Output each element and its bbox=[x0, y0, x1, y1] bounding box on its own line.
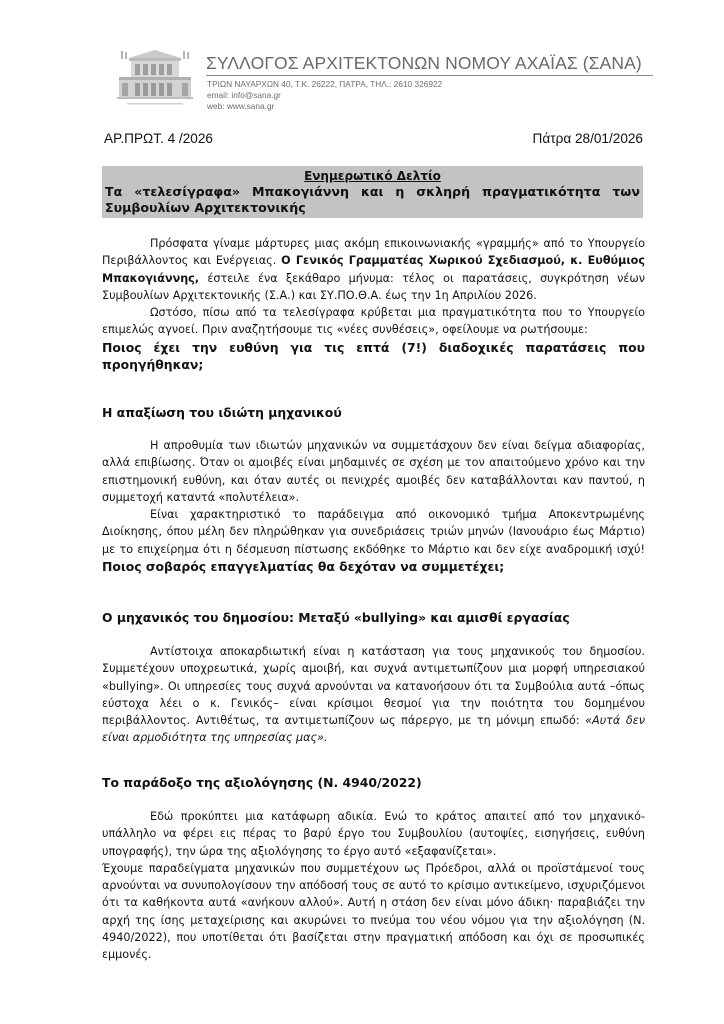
intro-paragraph-2 bbox=[102, 304, 645, 339]
intro-paragraph-1 bbox=[102, 235, 645, 304]
headline-word: πραγματικότητα bbox=[482, 184, 601, 199]
section-private-engineer bbox=[102, 437, 645, 576]
section2-text: Αντίστοιχα αποκαρδιωτική είναι η κατάσταση για τους μηχανικούς του δημοσίου. Συμμετέχουν υποχρεωτικά, χωρίς αμοιβή, και συχνά αντιμετωπίζουν μια μορφή υπηρεσιακού «bullying». Οι υπηρεσίες τους συχνά αρνούνται να κατανοήσουν ότι τα Συμβούλια αυτά –όπως εύστοχα λέει ο κ. Γενικός– είναι κρίσιμοι θεσμοί για την ποιότητα του δομημένου περιβάλλοντος. Αντιθέτως, τα αντιμετωπίζουν ως πάρεργο, με τη μόνιμη επωδό: bbox=[102, 645, 645, 728]
section1-text: Είναι χαρακτηριστικό το παράδειγμα από οικονομικό τμήμα Αποκεντρωμένης Διοίκησης, όπου μέλη δεν πληρώθηκαν για συνεδριάσεις τριών μηνών (Ιανουάριο έως Μάρτιο) με το επιχείρημα ότι η δέσμευση πίστωσης εκδόθηκε το Μάρτιο και δεν είχε αναδρομική ισχύ! bbox=[102, 508, 645, 556]
intro-section bbox=[102, 235, 645, 373]
section1-paragraph-1: Η απροθυμία των ιδιωτών μηχανικών να συμμετάσχουν δεν είναι δείγμα αδιαφορίας, αλλά επιβίωσης. Όταν οι αμοιβές είναι μηδαμινές σε σχέση με τον απαιτούμενο χρόνο και την επιστημονική ευθύνη, και όταν αυτές οι πενιχρές αμοιβές δεν καταβάλλονται καν παντού, η συμμετοχή καταντά «πολυτέλεια». bbox=[102, 439, 645, 504]
key-question bbox=[102, 339, 645, 374]
section-heading-evaluation-paradox: Το παράδοξο της αξιολόγησης (Ν. 4940/2022) bbox=[102, 775, 422, 790]
intro-text: Πρόσφατα γίναμε μάρτυρες μιας ακόμη επικοινωνιακής «γραμμής» από το Υπουργείο Περιβάλλοντος και Ενέργειας. bbox=[102, 237, 645, 268]
section-evaluation-paradox bbox=[102, 808, 645, 964]
title-box bbox=[102, 166, 643, 218]
section3-paragraph-2: Έχουμε παραδείγματα μηχανικών που συμμετέχουν ως Πρόεδροι, αλλά οι προϊστάμενοί τους αρνούνται να συνυπολογίσουν την απόδοσή τους σε αυτό το κρίσιμο αντικείμενο, ισχυριζόμενοι ότι τα καθήκοντα αυτά «ανήκουν αλλού». Αυτή η στάση δεν είναι μόνο άδικη· παραβιάζει την αρχή της ίσης μεταχείρισης και ακυρώνει το πνεύμα του νέου νόμου για την αξιολόγηση (Ν. 4940/2022), που υποτίθεται ότι βασίζεται στην πραγματική απόδοση και όχι σε προσωπικές εμμονές. bbox=[102, 861, 645, 962]
section-heading-public-engineer: Ο μηχανικός του δημοσίου: Μεταξύ «bullying» και αμισθί εργασίας bbox=[102, 610, 570, 625]
headline-line-1 bbox=[102, 184, 643, 200]
headline-word: «τελεσίγραφα» bbox=[134, 184, 240, 199]
section-public-engineer bbox=[102, 643, 645, 747]
section2-paragraph-1 bbox=[102, 643, 645, 747]
protocol-number: ΑΡ.ΠΡΩΤ. 4 /2026 bbox=[104, 131, 213, 146]
organization-email: email: info@sana.gr bbox=[207, 90, 281, 100]
section-heading-private-engineer: Η απαξίωση του ιδιώτη μηχανικού bbox=[102, 405, 342, 420]
section3-paragraph-1: Εδώ προκύπτει μια κατάφωρη αδικία. Ενώ το κράτος απαιτεί από τον μηχανικό-υπάλληλο να φέρει εις πέρας το βαρύ έργο του Συμβουλίου (αυτοψίες, εισηγήσεις, ευθύνη υπογραφής), την ώρα της αξιολόγησης το έργο αυτό «εξαφανίζεται». bbox=[102, 810, 645, 858]
intro-text: Ωστόσο, πίσω από τα τελεσίγραφα κρύβεται μια πραγματικότητα που το Υπουργείο επιμελώς αγνοεί. Πριν αναζητήσουμε τις «νέες συνθέσεις», οφείλουμε να ρωτήσουμε: bbox=[102, 306, 645, 337]
headline-word: σκληρή bbox=[416, 184, 471, 199]
key-question-text: Ποιος έχει την ευθύνη για τις επτά (7!) διαδοχικές παρατάσεις που προηγήθηκαν; bbox=[102, 339, 645, 373]
intro-text: έστειλε ένα ξεκάθαρο μήνυμα: τέλος οι παρατάσεις, συγκρότηση νέων Συμβουλίων Αρχιτεκτονικής (Σ.Α.) και ΣΥ.ΠΟ.Θ.Α. έως την 1η Απριλίου 2026. bbox=[102, 271, 645, 302]
secretary-general-name: Ο Γενικός Γραμματέας Χωρικού Σχεδιασμού, κ. Ευθύμιος Μπακογιάννης, bbox=[102, 254, 645, 285]
headline-word: και bbox=[360, 184, 384, 199]
document-type-label: Ενημερωτικό Δελτίο bbox=[304, 169, 441, 183]
organization-address: ΤΡΙΩΝ ΝΑΥΑΡΧΩΝ 40, Τ.Κ. 26222, ΠΑΤΡΑ, ΤΗΛ.: 2610 326922 bbox=[207, 79, 443, 89]
headline-word: η bbox=[395, 184, 405, 199]
section2-quote: «Αυτά δεν είναι αρμοδιότητα της υπηρεσίας μας». bbox=[102, 714, 645, 745]
headline-word: Τα bbox=[105, 184, 123, 199]
section1-paragraph-2 bbox=[102, 506, 645, 576]
section1-question: Ποιος σοβαρός επαγγελματίας θα δεχόταν να συμμετέχει; bbox=[102, 559, 505, 575]
headline-line-2: Συμβουλίων Αρχιτεκτονικής bbox=[105, 200, 306, 215]
neoclassical-building-icon bbox=[117, 47, 193, 107]
organization-website: web: www.sana.gr bbox=[207, 101, 275, 111]
headline-word: των bbox=[612, 184, 640, 199]
organization-name: ΣΥΛΛΟΓΟΣ ΑΡΧΙΤΕΚΤΟΝΩΝ ΝΟΜΟΥ ΑΧΑΪΑΣ (ΣΑΝΑ) bbox=[206, 53, 642, 73]
headline-word: Μπακογιάννη bbox=[251, 184, 349, 199]
letterhead-divider bbox=[206, 75, 653, 76]
document-date: Πάτρα 28/01/2026 bbox=[532, 131, 643, 146]
